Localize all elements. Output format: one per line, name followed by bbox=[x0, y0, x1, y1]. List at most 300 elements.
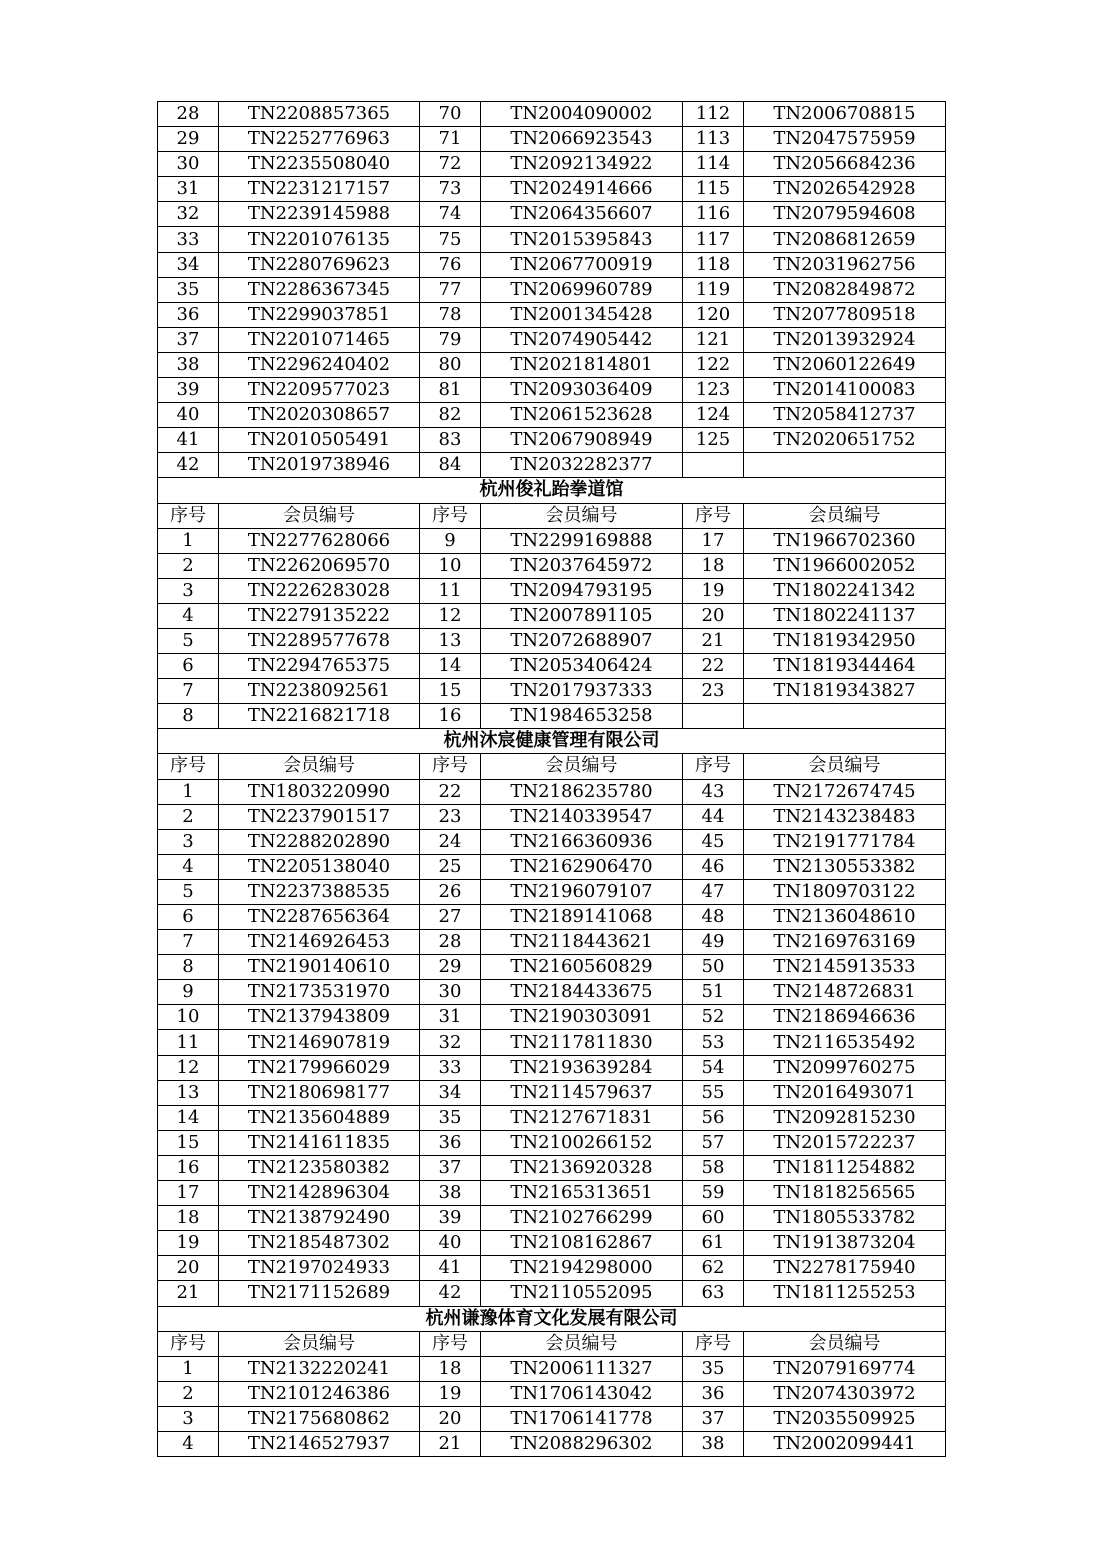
member-id-cell: TN2017937333 bbox=[481, 679, 683, 704]
member-id-cell: TN2237388535 bbox=[219, 879, 420, 904]
member-id-cell: TN2102766299 bbox=[481, 1206, 683, 1231]
table-row bbox=[158, 905, 946, 930]
seq-cell: 45 bbox=[683, 829, 744, 854]
section-title-row bbox=[158, 729, 946, 754]
header-seq: 序号 bbox=[683, 1331, 744, 1356]
table-row bbox=[158, 1431, 946, 1456]
table-row bbox=[158, 227, 946, 252]
seq-cell: 61 bbox=[683, 1231, 744, 1256]
seq-cell: 28 bbox=[420, 930, 481, 955]
member-id-cell: TN2166360936 bbox=[481, 829, 683, 854]
member-id-cell: TN2140339547 bbox=[481, 804, 683, 829]
member-id-cell: TN2004090002 bbox=[481, 102, 683, 127]
member-id-cell: TN2002099441 bbox=[744, 1431, 946, 1456]
member-id-cell: TN2205138040 bbox=[219, 854, 420, 879]
member-id-cell: TN2143238483 bbox=[744, 804, 946, 829]
seq-cell: 71 bbox=[420, 127, 481, 152]
seq-cell: 52 bbox=[683, 1005, 744, 1030]
seq-cell: 112 bbox=[683, 102, 744, 127]
seq-cell: 22 bbox=[420, 779, 481, 804]
member-id-cell: TN2231217157 bbox=[219, 177, 420, 202]
member-id-cell: TN2077809518 bbox=[744, 302, 946, 327]
seq-cell: 2 bbox=[158, 804, 219, 829]
member-id-cell: TN1819344464 bbox=[744, 654, 946, 679]
seq-cell: 59 bbox=[683, 1181, 744, 1206]
member-id-cell: TN2007891105 bbox=[481, 603, 683, 628]
member-id-cell: TN2278175940 bbox=[744, 1256, 946, 1281]
seq-cell: 42 bbox=[420, 1281, 481, 1306]
member-id-cell: TN2169763169 bbox=[744, 930, 946, 955]
header-seq: 序号 bbox=[683, 754, 744, 779]
seq-cell: 5 bbox=[158, 628, 219, 653]
seq-cell: 19 bbox=[158, 1231, 219, 1256]
seq-cell: 123 bbox=[683, 378, 744, 403]
member-id-cell: TN2201071465 bbox=[219, 327, 420, 352]
member-id-cell: TN2172674745 bbox=[744, 779, 946, 804]
table-row bbox=[158, 528, 946, 553]
seq-cell: 12 bbox=[420, 603, 481, 628]
seq-cell: 16 bbox=[420, 704, 481, 729]
table-row bbox=[158, 804, 946, 829]
member-id-cell: TN2067908949 bbox=[481, 428, 683, 453]
member-id-cell: TN2226283028 bbox=[219, 578, 420, 603]
table-row bbox=[158, 352, 946, 377]
member-id-cell: TN2238092561 bbox=[219, 679, 420, 704]
member-id-cell: TN1811254882 bbox=[744, 1155, 946, 1180]
seq-cell: 28 bbox=[158, 102, 219, 127]
seq-cell: 21 bbox=[158, 1281, 219, 1306]
table-row bbox=[158, 779, 946, 804]
member-id-cell: TN2082849872 bbox=[744, 277, 946, 302]
member-id-cell: TN2031962756 bbox=[744, 252, 946, 277]
member-id-cell: TN2288202890 bbox=[219, 829, 420, 854]
member-id-cell: TN2015722237 bbox=[744, 1130, 946, 1155]
member-id-cell: TN1819343827 bbox=[744, 679, 946, 704]
seq-cell: 18 bbox=[683, 553, 744, 578]
member-id-cell: TN2191771784 bbox=[744, 829, 946, 854]
table-row bbox=[158, 628, 946, 653]
member-id-cell: TN2037645972 bbox=[481, 553, 683, 578]
member-id-cell: TN2056684236 bbox=[744, 152, 946, 177]
table-row bbox=[158, 403, 946, 428]
member-id-cell: TN2185487302 bbox=[219, 1231, 420, 1256]
member-id-cell: TN2235508040 bbox=[219, 152, 420, 177]
seq-cell: 34 bbox=[158, 252, 219, 277]
member-id-cell: TN2194298000 bbox=[481, 1256, 683, 1281]
table-row bbox=[158, 453, 946, 478]
table-row bbox=[158, 202, 946, 227]
member-id-cell: TN2006111327 bbox=[481, 1356, 683, 1381]
seq-cell: 70 bbox=[420, 102, 481, 127]
member-id-cell: TN2171152689 bbox=[219, 1281, 420, 1306]
member-id-cell: TN2190303091 bbox=[481, 1005, 683, 1030]
seq-cell: 73 bbox=[420, 177, 481, 202]
member-id-cell: TN2092815230 bbox=[744, 1105, 946, 1130]
table-row bbox=[158, 428, 946, 453]
member-id-cell: TN2209577023 bbox=[219, 378, 420, 403]
seq-cell: 113 bbox=[683, 127, 744, 152]
member-id-cell: TN1966702360 bbox=[744, 528, 946, 553]
member-id-cell: TN1802241342 bbox=[744, 578, 946, 603]
column-header-row bbox=[158, 754, 946, 779]
table-row bbox=[158, 277, 946, 302]
member-id-cell bbox=[744, 453, 946, 478]
member-id-cell: TN2135604889 bbox=[219, 1105, 420, 1130]
seq-cell: 48 bbox=[683, 905, 744, 930]
seq-cell: 1 bbox=[158, 779, 219, 804]
seq-cell: 122 bbox=[683, 352, 744, 377]
seq-cell: 10 bbox=[158, 1005, 219, 1030]
seq-cell: 36 bbox=[420, 1130, 481, 1155]
seq-cell: 36 bbox=[683, 1381, 744, 1406]
member-id-cell: TN2289577678 bbox=[219, 628, 420, 653]
table-row bbox=[158, 955, 946, 980]
member-id-cell: TN2014100083 bbox=[744, 378, 946, 403]
table-row bbox=[158, 1231, 946, 1256]
seq-cell: 7 bbox=[158, 679, 219, 704]
seq-cell: 81 bbox=[420, 378, 481, 403]
seq-cell: 16 bbox=[158, 1155, 219, 1180]
member-id-cell: TN2110552095 bbox=[481, 1281, 683, 1306]
table-row bbox=[158, 930, 946, 955]
table-row bbox=[158, 1105, 946, 1130]
seq-cell: 12 bbox=[158, 1055, 219, 1080]
member-id-cell: TN2067700919 bbox=[481, 252, 683, 277]
table-row bbox=[158, 378, 946, 403]
seq-cell bbox=[683, 704, 744, 729]
member-id-cell: TN2148726831 bbox=[744, 980, 946, 1005]
table-row bbox=[158, 302, 946, 327]
seq-cell: 53 bbox=[683, 1030, 744, 1055]
seq-cell: 9 bbox=[420, 528, 481, 553]
member-id-cell: TN2162906470 bbox=[481, 854, 683, 879]
member-id-cell: TN2136920328 bbox=[481, 1155, 683, 1180]
member-id-cell: TN2060122649 bbox=[744, 352, 946, 377]
seq-cell: 6 bbox=[158, 905, 219, 930]
table-row bbox=[158, 603, 946, 628]
table-row bbox=[158, 177, 946, 202]
seq-cell: 47 bbox=[683, 879, 744, 904]
seq-cell: 117 bbox=[683, 227, 744, 252]
seq-cell: 116 bbox=[683, 202, 744, 227]
column-header-row bbox=[158, 503, 946, 528]
seq-cell: 51 bbox=[683, 980, 744, 1005]
header-member-id: 会员编号 bbox=[744, 503, 946, 528]
seq-cell: 15 bbox=[420, 679, 481, 704]
member-id-cell: TN2035509925 bbox=[744, 1406, 946, 1431]
seq-cell: 63 bbox=[683, 1281, 744, 1306]
seq-cell: 1 bbox=[158, 1356, 219, 1381]
member-id-cell: TN2099760275 bbox=[744, 1055, 946, 1080]
header-seq: 序号 bbox=[158, 754, 219, 779]
seq-cell: 6 bbox=[158, 654, 219, 679]
member-id-cell: TN2196079107 bbox=[481, 879, 683, 904]
table-row bbox=[158, 102, 946, 127]
header-member-id: 会员编号 bbox=[481, 1331, 683, 1356]
member-id-cell: TN2016493071 bbox=[744, 1080, 946, 1105]
member-id-cell: TN1809703122 bbox=[744, 879, 946, 904]
seq-cell: 42 bbox=[158, 453, 219, 478]
table-row bbox=[158, 152, 946, 177]
member-id-cell: TN2074303972 bbox=[744, 1381, 946, 1406]
table-row bbox=[158, 1155, 946, 1180]
seq-cell: 23 bbox=[683, 679, 744, 704]
member-id-cell: TN2184433675 bbox=[481, 980, 683, 1005]
member-id-cell: TN1966002052 bbox=[744, 553, 946, 578]
member-id-cell: TN1913873204 bbox=[744, 1231, 946, 1256]
seq-cell: 54 bbox=[683, 1055, 744, 1080]
member-id-cell: TN2216821718 bbox=[219, 704, 420, 729]
table-row bbox=[158, 578, 946, 603]
member-id-cell: TN2020651752 bbox=[744, 428, 946, 453]
header-seq: 序号 bbox=[683, 503, 744, 528]
member-id-cell: TN2142896304 bbox=[219, 1181, 420, 1206]
member-id-cell: TN2160560829 bbox=[481, 955, 683, 980]
seq-cell: 35 bbox=[683, 1356, 744, 1381]
table-row bbox=[158, 1080, 946, 1105]
seq-cell: 14 bbox=[158, 1105, 219, 1130]
member-id-cell: TN2127671831 bbox=[481, 1105, 683, 1130]
member-id-cell: TN2262069570 bbox=[219, 553, 420, 578]
member-id-cell: TN2061523628 bbox=[481, 403, 683, 428]
member-id-cell: TN2175680862 bbox=[219, 1406, 420, 1431]
table-row bbox=[158, 327, 946, 352]
member-id-cell: TN2101246386 bbox=[219, 1381, 420, 1406]
member-id-cell: TN2064356607 bbox=[481, 202, 683, 227]
seq-cell: 30 bbox=[158, 152, 219, 177]
member-id-cell: TN2146926453 bbox=[219, 930, 420, 955]
member-id-cell: TN2026542928 bbox=[744, 177, 946, 202]
seq-cell: 37 bbox=[158, 327, 219, 352]
member-id-cell: TN2116535492 bbox=[744, 1030, 946, 1055]
seq-cell: 3 bbox=[158, 1406, 219, 1431]
member-id-cell: TN2069960789 bbox=[481, 277, 683, 302]
header-member-id: 会员编号 bbox=[481, 503, 683, 528]
seq-cell: 19 bbox=[420, 1381, 481, 1406]
section-title-row bbox=[158, 1306, 946, 1331]
seq-cell: 56 bbox=[683, 1105, 744, 1130]
seq-cell: 24 bbox=[420, 829, 481, 854]
seq-cell: 37 bbox=[683, 1406, 744, 1431]
seq-cell: 31 bbox=[158, 177, 219, 202]
member-id-cell: TN1706143042 bbox=[481, 1381, 683, 1406]
member-table-body bbox=[158, 102, 946, 1457]
member-id-cell: TN2053406424 bbox=[481, 654, 683, 679]
table-row bbox=[158, 654, 946, 679]
member-id-cell: TN2058412737 bbox=[744, 403, 946, 428]
seq-cell: 120 bbox=[683, 302, 744, 327]
seq-cell: 40 bbox=[158, 403, 219, 428]
seq-cell: 77 bbox=[420, 277, 481, 302]
member-id-cell: TN2013932924 bbox=[744, 327, 946, 352]
member-id-cell: TN2001345428 bbox=[481, 302, 683, 327]
seq-cell: 82 bbox=[420, 403, 481, 428]
seq-cell: 38 bbox=[158, 352, 219, 377]
table-row bbox=[158, 1130, 946, 1155]
member-id-cell: TN2239145988 bbox=[219, 202, 420, 227]
seq-cell: 2 bbox=[158, 553, 219, 578]
member-id-cell: TN2086812659 bbox=[744, 227, 946, 252]
member-id-cell: TN2186946636 bbox=[744, 1005, 946, 1030]
member-id-cell: TN2123580382 bbox=[219, 1155, 420, 1180]
seq-cell: 8 bbox=[158, 955, 219, 980]
seq-cell: 31 bbox=[420, 1005, 481, 1030]
member-id-cell: TN2010505491 bbox=[219, 428, 420, 453]
seq-cell: 35 bbox=[420, 1105, 481, 1130]
member-id-cell: TN2165313651 bbox=[481, 1181, 683, 1206]
seq-cell: 39 bbox=[158, 378, 219, 403]
seq-cell: 50 bbox=[683, 955, 744, 980]
table-row bbox=[158, 704, 946, 729]
seq-cell bbox=[683, 453, 744, 478]
member-id-cell: TN2066923543 bbox=[481, 127, 683, 152]
member-id-cell: TN2032282377 bbox=[481, 453, 683, 478]
member-id-cell: TN2277628066 bbox=[219, 528, 420, 553]
seq-cell: 58 bbox=[683, 1155, 744, 1180]
table-row bbox=[158, 879, 946, 904]
member-id-cell: TN2201076135 bbox=[219, 227, 420, 252]
seq-cell: 121 bbox=[683, 327, 744, 352]
member-id-cell: TN2180698177 bbox=[219, 1080, 420, 1105]
seq-cell: 19 bbox=[683, 578, 744, 603]
seq-cell: 4 bbox=[158, 1431, 219, 1456]
seq-cell: 30 bbox=[420, 980, 481, 1005]
seq-cell: 60 bbox=[683, 1206, 744, 1231]
seq-cell: 125 bbox=[683, 428, 744, 453]
header-member-id: 会员编号 bbox=[744, 754, 946, 779]
member-id-cell: TN2146907819 bbox=[219, 1030, 420, 1055]
member-id-cell: TN2006708815 bbox=[744, 102, 946, 127]
seq-cell: 8 bbox=[158, 704, 219, 729]
member-id-cell: TN2108162867 bbox=[481, 1231, 683, 1256]
seq-cell: 9 bbox=[158, 980, 219, 1005]
seq-cell: 20 bbox=[420, 1406, 481, 1431]
table-row bbox=[158, 854, 946, 879]
seq-cell: 80 bbox=[420, 352, 481, 377]
table-row bbox=[158, 1406, 946, 1431]
member-id-cell: TN1802241137 bbox=[744, 603, 946, 628]
seq-cell: 41 bbox=[420, 1256, 481, 1281]
table-row bbox=[158, 252, 946, 277]
seq-cell: 75 bbox=[420, 227, 481, 252]
seq-cell: 1 bbox=[158, 528, 219, 553]
seq-cell: 21 bbox=[420, 1431, 481, 1456]
seq-cell: 124 bbox=[683, 403, 744, 428]
seq-cell: 14 bbox=[420, 654, 481, 679]
member-id-cell: TN1984653258 bbox=[481, 704, 683, 729]
seq-cell: 20 bbox=[683, 603, 744, 628]
seq-cell: 38 bbox=[683, 1431, 744, 1456]
seq-cell: 7 bbox=[158, 930, 219, 955]
member-id-cell: TN2145913533 bbox=[744, 955, 946, 980]
seq-cell: 2 bbox=[158, 1381, 219, 1406]
seq-cell: 115 bbox=[683, 177, 744, 202]
seq-cell: 72 bbox=[420, 152, 481, 177]
seq-cell: 83 bbox=[420, 428, 481, 453]
table-row bbox=[158, 1055, 946, 1080]
seq-cell: 38 bbox=[420, 1181, 481, 1206]
seq-cell: 3 bbox=[158, 829, 219, 854]
member-id-cell: TN2079594608 bbox=[744, 202, 946, 227]
member-id-cell: TN2279135222 bbox=[219, 603, 420, 628]
seq-cell: 62 bbox=[683, 1256, 744, 1281]
seq-cell: 57 bbox=[683, 1130, 744, 1155]
member-id-cell: TN2079169774 bbox=[744, 1356, 946, 1381]
member-id-cell: TN2019738946 bbox=[219, 453, 420, 478]
member-id-cell: TN2130553382 bbox=[744, 854, 946, 879]
member-id-cell: TN2138792490 bbox=[219, 1206, 420, 1231]
seq-cell: 79 bbox=[420, 327, 481, 352]
header-member-id: 会员编号 bbox=[481, 754, 683, 779]
table-row bbox=[158, 553, 946, 578]
seq-cell: 22 bbox=[683, 654, 744, 679]
header-member-id: 会员编号 bbox=[219, 1331, 420, 1356]
member-id-cell: TN2132220241 bbox=[219, 1356, 420, 1381]
seq-cell: 23 bbox=[420, 804, 481, 829]
seq-cell: 78 bbox=[420, 302, 481, 327]
member-id-cell: TN1818256565 bbox=[744, 1181, 946, 1206]
seq-cell: 4 bbox=[158, 854, 219, 879]
member-id-cell: TN1811255253 bbox=[744, 1281, 946, 1306]
seq-cell: 13 bbox=[420, 628, 481, 653]
member-id-cell: TN2088296302 bbox=[481, 1431, 683, 1456]
seq-cell: 84 bbox=[420, 453, 481, 478]
member-id-cell: TN2072688907 bbox=[481, 628, 683, 653]
header-seq: 序号 bbox=[420, 754, 481, 779]
header-member-id: 会员编号 bbox=[744, 1331, 946, 1356]
seq-cell: 37 bbox=[420, 1155, 481, 1180]
seq-cell: 33 bbox=[158, 227, 219, 252]
member-id-cell: TN1706141778 bbox=[481, 1406, 683, 1431]
member-id-cell: TN2074905442 bbox=[481, 327, 683, 352]
member-id-cell: TN2208857365 bbox=[219, 102, 420, 127]
member-id-cell: TN2190140610 bbox=[219, 955, 420, 980]
seq-cell: 40 bbox=[420, 1231, 481, 1256]
seq-cell: 33 bbox=[420, 1055, 481, 1080]
member-id-cell: TN2173531970 bbox=[219, 980, 420, 1005]
header-seq: 序号 bbox=[420, 1331, 481, 1356]
member-id-cell: TN2197024933 bbox=[219, 1256, 420, 1281]
seq-cell: 13 bbox=[158, 1080, 219, 1105]
member-id-cell: TN2136048610 bbox=[744, 905, 946, 930]
table-row bbox=[158, 1206, 946, 1231]
header-seq: 序号 bbox=[158, 503, 219, 528]
seq-cell: 25 bbox=[420, 854, 481, 879]
table-row bbox=[158, 679, 946, 704]
member-table bbox=[157, 101, 946, 1457]
seq-cell: 3 bbox=[158, 578, 219, 603]
member-id-cell: TN2189141068 bbox=[481, 905, 683, 930]
seq-cell: 119 bbox=[683, 277, 744, 302]
member-id-cell: TN2047575959 bbox=[744, 127, 946, 152]
seq-cell: 76 bbox=[420, 252, 481, 277]
member-id-cell: TN2286367345 bbox=[219, 277, 420, 302]
seq-cell: 29 bbox=[158, 127, 219, 152]
header-seq: 序号 bbox=[158, 1331, 219, 1356]
table-row bbox=[158, 980, 946, 1005]
seq-cell: 11 bbox=[158, 1030, 219, 1055]
seq-cell: 118 bbox=[683, 252, 744, 277]
seq-cell: 49 bbox=[683, 930, 744, 955]
member-id-cell: TN1819342950 bbox=[744, 628, 946, 653]
member-id-cell: TN2137943809 bbox=[219, 1005, 420, 1030]
seq-cell: 34 bbox=[420, 1080, 481, 1105]
member-id-cell: TN2299169888 bbox=[481, 528, 683, 553]
member-id-cell: TN2100266152 bbox=[481, 1130, 683, 1155]
member-id-cell: TN1803220990 bbox=[219, 779, 420, 804]
seq-cell: 35 bbox=[158, 277, 219, 302]
seq-cell: 15 bbox=[158, 1130, 219, 1155]
